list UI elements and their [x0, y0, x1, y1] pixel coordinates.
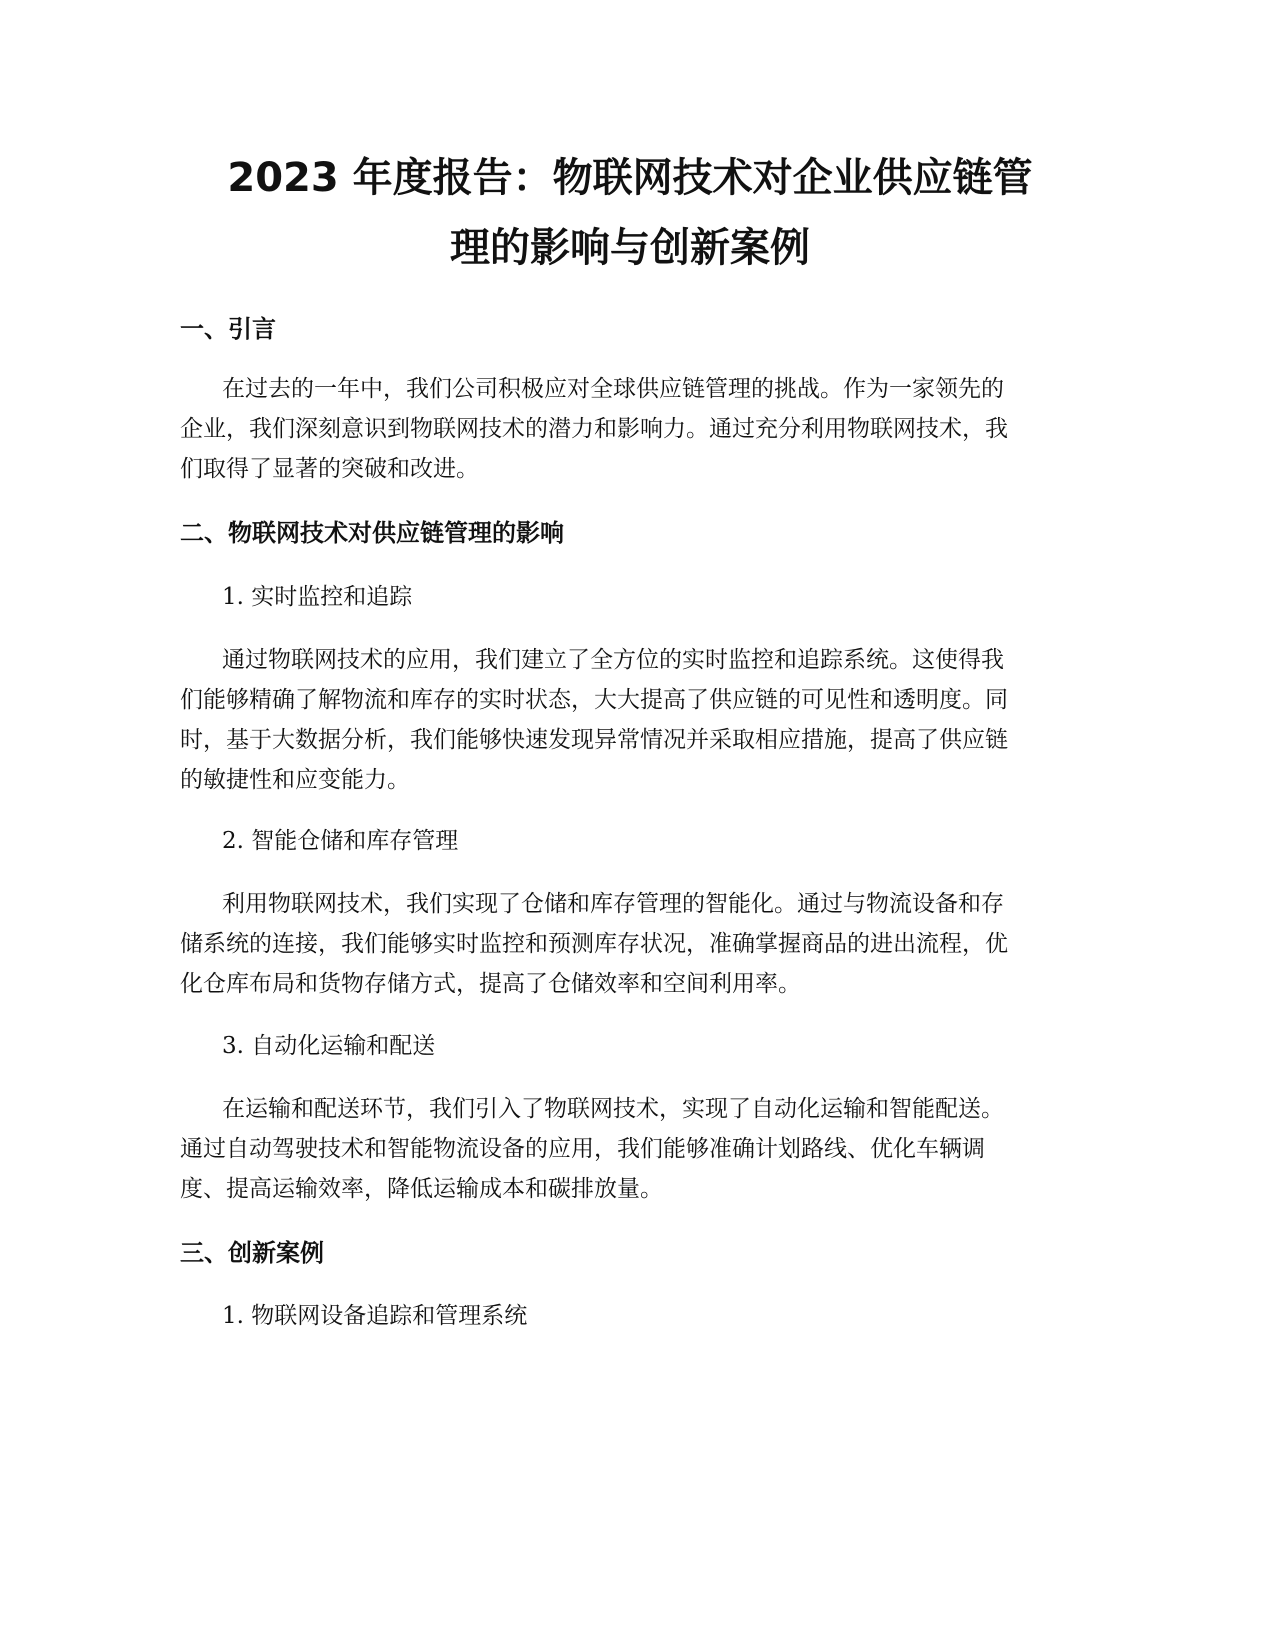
subsection-title-realtime-monitoring: 1. 实时监控和追踪 — [222, 584, 413, 610]
paragraph-line: 们能够精确了解物流和库存的实时状态，大大提高了供应链的可见性和透明度。同 — [180, 687, 1008, 713]
paragraph-line: 利用物联网技术，我们实现了仓储和库存管理的智能化。通过与物流设备和存 — [222, 891, 1004, 917]
automated-transport-paragraph — [180, 1089, 1060, 1209]
paragraph-line: 通过自动驾驶技术和智能物流设备的应用，我们能够准确计划路线、优化车辆调 — [180, 1136, 985, 1162]
subsection-title-iot-device-tracking: 1. 物联网设备追踪和管理系统 — [222, 1303, 528, 1329]
section-heading-introduction: 一、引言 — [180, 315, 276, 343]
paragraph-line: 的敏捷性和应变能力。 — [180, 767, 410, 793]
section-heading-iot-impact: 二、物联网技术对供应链管理的影响 — [180, 519, 564, 547]
report-title-line-2: 理的影响与创新案例 — [450, 225, 810, 271]
paragraph-line: 在过去的一年中，我们公司积极应对全球供应链管理的挑战。作为一家领先的 — [222, 376, 1004, 402]
paragraph-line: 储系统的连接，我们能够实时监控和预测库存状况，准确掌握商品的进出流程，优 — [180, 931, 1008, 957]
subsection-title-automated-transport: 3. 自动化运输和配送 — [222, 1033, 436, 1059]
section-heading-innovation-cases: 三、创新案例 — [180, 1239, 324, 1267]
realtime-monitoring-paragraph — [180, 640, 1060, 800]
paragraph-line: 时，基于大数据分析，我们能够快速发现异常情况并采取相应措施，提高了供应链 — [180, 727, 1008, 753]
paragraph-line: 通过物联网技术的应用，我们建立了全方位的实时监控和追踪系统。这使得我 — [222, 647, 1004, 673]
paragraph-line: 们取得了显著的突破和改进。 — [180, 456, 479, 482]
subsection-title-smart-warehousing: 2. 智能仓储和库存管理 — [222, 828, 459, 854]
paragraph-line: 度、提高运输效率，降低运输成本和碳排放量。 — [180, 1176, 663, 1202]
paragraph-line: 化仓库布局和货物存储方式，提高了仓储效率和空间利用率。 — [180, 971, 801, 997]
smart-warehousing-paragraph — [180, 884, 1060, 1004]
paragraph-line: 企业，我们深刻意识到物联网技术的潜力和影响力。通过充分利用物联网技术，我 — [180, 416, 1008, 442]
introduction-paragraph — [180, 369, 1060, 489]
report-title-line-1: 2023 年度报告：物联网技术对企业供应链管 — [227, 155, 1033, 201]
paragraph-line: 在运输和配送环节，我们引入了物联网技术，实现了自动化运输和智能配送。 — [222, 1096, 1004, 1122]
